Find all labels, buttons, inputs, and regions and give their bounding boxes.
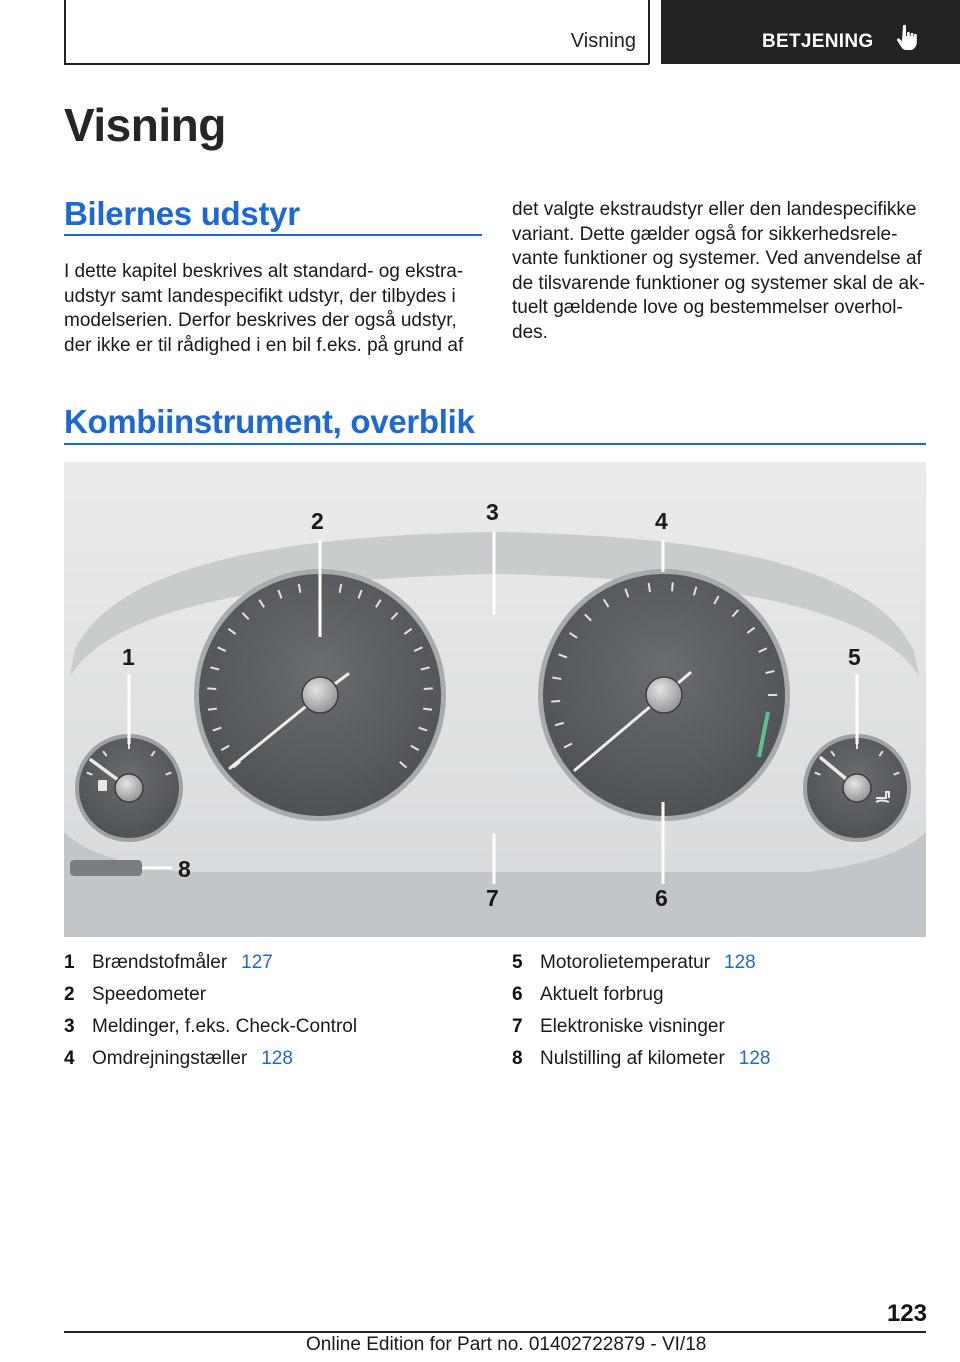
legend-number: 1 — [64, 952, 75, 973]
legend-number: 2 — [64, 984, 75, 1005]
legend-list-right — [512, 952, 771, 1080]
gauge-tick — [551, 701, 560, 702]
legend-number: 8 — [512, 1048, 523, 1069]
legend-number: 6 — [512, 984, 523, 1005]
fuel-gauge — [75, 734, 183, 842]
header-rule-bottom — [64, 63, 649, 65]
trip-reset-button — [70, 860, 142, 876]
section-rule-kombiinstrument — [64, 443, 926, 445]
fuel-pump-icon — [98, 780, 107, 791]
pointing-hand-icon — [895, 24, 921, 54]
tachometer-gauge — [538, 569, 790, 821]
oil-temperature-gauge — [803, 734, 911, 842]
legend-label: Elektroniske visninger — [540, 1016, 725, 1037]
gauge-tick — [207, 688, 216, 689]
page-title: Visning — [64, 99, 226, 151]
gauge-tick — [424, 688, 433, 689]
callout-5: 5 — [848, 644, 861, 670]
legend-item — [512, 1048, 771, 1080]
gauge-tick — [649, 583, 650, 592]
gauge-tick — [672, 582, 673, 591]
legend-label: Meldinger, f.eks. Check-Control — [92, 1016, 358, 1037]
header-chapter-label[interactable]: BETJENING — [762, 31, 874, 52]
legend-list-left — [64, 952, 357, 1080]
section-rule-udstyr — [64, 234, 482, 236]
legend-label: Brændstofmåler — [92, 952, 228, 973]
legend-number: 5 — [512, 952, 523, 973]
legend-item — [512, 1016, 771, 1048]
legend-label: Omdrejningstæller — [92, 1048, 248, 1069]
section-heading-kombiinstrument: Kombiinstrument, overblik — [64, 403, 475, 440]
section-heading-udstyr: Bilernes udstyr — [64, 195, 300, 232]
gauge-tick — [552, 678, 561, 679]
callout-3: 3 — [486, 499, 499, 525]
legend-page-link[interactable]: 128 — [738, 1048, 771, 1069]
legend-label: Motorolietemperatur — [540, 952, 711, 973]
page-number: 123 — [886, 1300, 927, 1327]
paragraph-udstyr-col2: det valgte ekstraudstyr eller den landespecifikke variant. Dette gælder også for sikkerhedsrele-vante funktioner og systemer. Ved anvendelse af de tilsvarende funktioner og systemer skal de ak-tuelt gældende love og bestemmelser overhol-des. — [512, 199, 925, 343]
callout-7: 7 — [486, 885, 499, 911]
callout-8: 8 — [178, 856, 191, 882]
legend-item — [64, 952, 357, 984]
legend-page-link[interactable]: 128 — [261, 1048, 293, 1069]
legend-item — [64, 1016, 357, 1048]
legend-page-link[interactable]: 127 — [241, 952, 273, 973]
gauge-tick — [423, 709, 432, 710]
legend-item — [64, 984, 357, 1016]
legend-page-link[interactable]: 128 — [724, 952, 756, 973]
legend-label: Aktuelt forbrug — [540, 984, 664, 1005]
instrument-cluster-illustration — [64, 462, 926, 937]
callout-1: 1 — [122, 644, 135, 670]
paragraph-udstyr-col1: I dette kapitel beskrives alt standard- og ekstra-udstyr samt landespecifikt udstyr, der tilbydes i modelserien. Derfor beskrives der også udstyr, der ikke er til rådighed i en bil f.eks. på grund af — [64, 261, 464, 356]
instrument-cluster-figure — [64, 462, 926, 937]
callout-2: 2 — [311, 508, 324, 534]
legend-number: 4 — [64, 1048, 75, 1069]
legend-number: 7 — [512, 1016, 523, 1037]
legend-label: Speedometer — [92, 984, 207, 1005]
legend-item — [64, 1048, 357, 1080]
legend-number: 3 — [64, 1016, 75, 1037]
gauge-tick — [208, 709, 217, 710]
footer-edition-text: Online Edition for Part no. 01402722879 - VI/18 — [306, 1334, 707, 1355]
legend-item — [512, 984, 771, 1016]
footer-rule — [64, 1331, 926, 1333]
header-rule-left — [64, 0, 66, 64]
legend-label: Nulstilling af kilometer — [540, 1048, 725, 1069]
header-section-label: Visning — [570, 30, 636, 52]
callout-6: 6 — [655, 885, 668, 911]
callout-4: 4 — [655, 508, 668, 534]
header-rule-right — [648, 0, 650, 64]
legend-item — [512, 952, 771, 984]
